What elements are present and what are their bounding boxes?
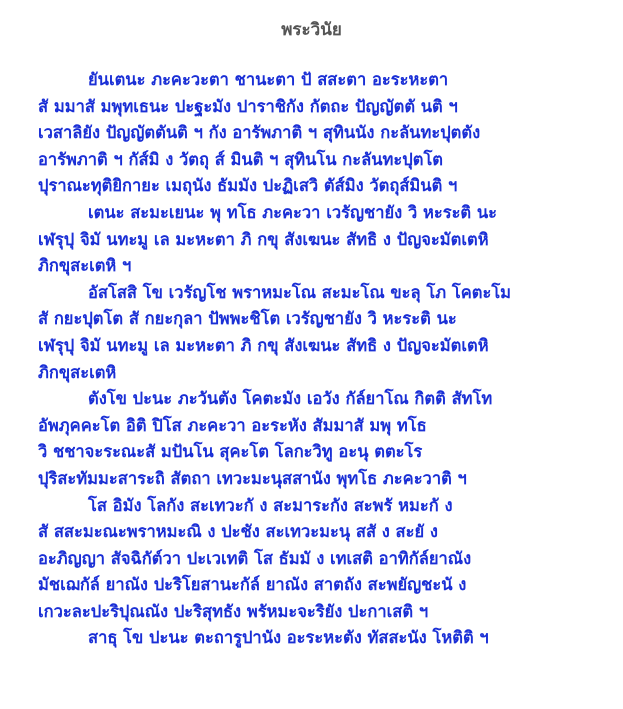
- text-line: ปุริสะทัมมะสาระถิ สัตถา เทวะมะนุสสานัง พุทโธ ภะคะวาติ ฯ: [38, 468, 467, 488]
- text-line: ยันเตนะ ภะคะวะตา ชานะตา ปั สสะตา อะระหะตา: [88, 70, 449, 89]
- text-line: เวสาลิยัง ปัญญัตตันติ ฯ กัง อารัพภาติ ฯ สุทินนัง กะลันทะปุตตัง: [38, 123, 481, 143]
- text-line: อะภิญญา สัจฉิกัต์วา ปะเวเทติ โส ธัมมั ง เทเสติ อาทิกัล์ยาณัง: [38, 548, 472, 568]
- text-line: เฬรุปุ จิมั นทะมู เล มะหะตา ภิ กขุ สังเฆนะ สัทธิ ง ปัญจะมัตเตหิ: [38, 229, 489, 249]
- text-line: ภิกขุสะเตหิ ฯ: [38, 256, 132, 276]
- text-line: อารัพภาติ ฯ กัส์มิ ง วัตถุ ส์ มินติ ฯ สุทินโน กะลันทะปุตโต: [38, 149, 444, 169]
- text-line: สั กยะปุตโต สั กยะกุลา ปัพพะชิโต เวรัญชายัง วิ หะระติ นะ: [38, 309, 457, 329]
- text-line: โส อิมัง โลกัง สะเทวะกั ง สะมาระกัง สะพรั หมะกั ง: [88, 495, 453, 515]
- text-line: เกวะละปะริปุณณัง ปะริสุทธัง พรัหมะจะริยัง ปะกาเสติ ฯ: [38, 601, 429, 621]
- text-line: สั สสะมะณะพราหมะณิ ง ปะชัง สะเทวะมะนุ สสั ง สะยั ง: [38, 522, 438, 542]
- text-line: มัชเฌกัล์ ยาณัง ปะริโยสานะกัล์ ยาณัง สาตถัง สะพยัญชะนั ง: [38, 575, 467, 595]
- text-line: เฬรุปุ จิมั นทะมู เล มะหะตา ภิ กขุ สังเฆนะ สัทธิ ง ปัญจะมัตเตหิ: [38, 335, 489, 355]
- text-line: ภิกขุสะเตหิ: [38, 362, 117, 382]
- text-line: สั มมาสั มพุทเธนะ ปะฐะมัง ปาราชิกัง กัตถะ ปัญญัตตั นติ ฯ: [38, 96, 458, 116]
- text-line: วิ ชชาจะระณะสั มปันโน สุคะโต โลกะวิทู อะนุ ตตะโร: [38, 442, 423, 462]
- text-line: อัสโสสิ โข เวรัญโช พราหมะโณ สะมะโณ ขะลุ โภ โคตะโม: [88, 282, 512, 302]
- text-body: [38, 67, 613, 652]
- text-line: เตนะ สะมะเยนะ พุ ทโธ ภะคะวา เวรัญชายัง วิ หะระติ นะ: [88, 202, 498, 222]
- text-line: ปุราณะทุติยิกายะ เมถุนัง ธัมมัง ปะฏิเสวิ ตัส์มิง วัตถุส์มินติ ฯ: [38, 176, 458, 196]
- page-title: พระวินัย: [281, 20, 342, 40]
- text-line: สาธุ โข ปะนะ ตะถารูปานัง อะระหะตัง ทัสสะนัง โหติติ ฯ: [88, 628, 489, 648]
- text-line: ตังโข ปะนะ ภะวันตัง โคตะมัง เอวัง กัล์ยาโณ กิตติ สัทโท: [88, 389, 493, 409]
- text-line: อัพภุคคะโต อิติ ปิโส ภะคะวา อะระหัง สัมมาสั มพุ ทโธ: [38, 415, 427, 435]
